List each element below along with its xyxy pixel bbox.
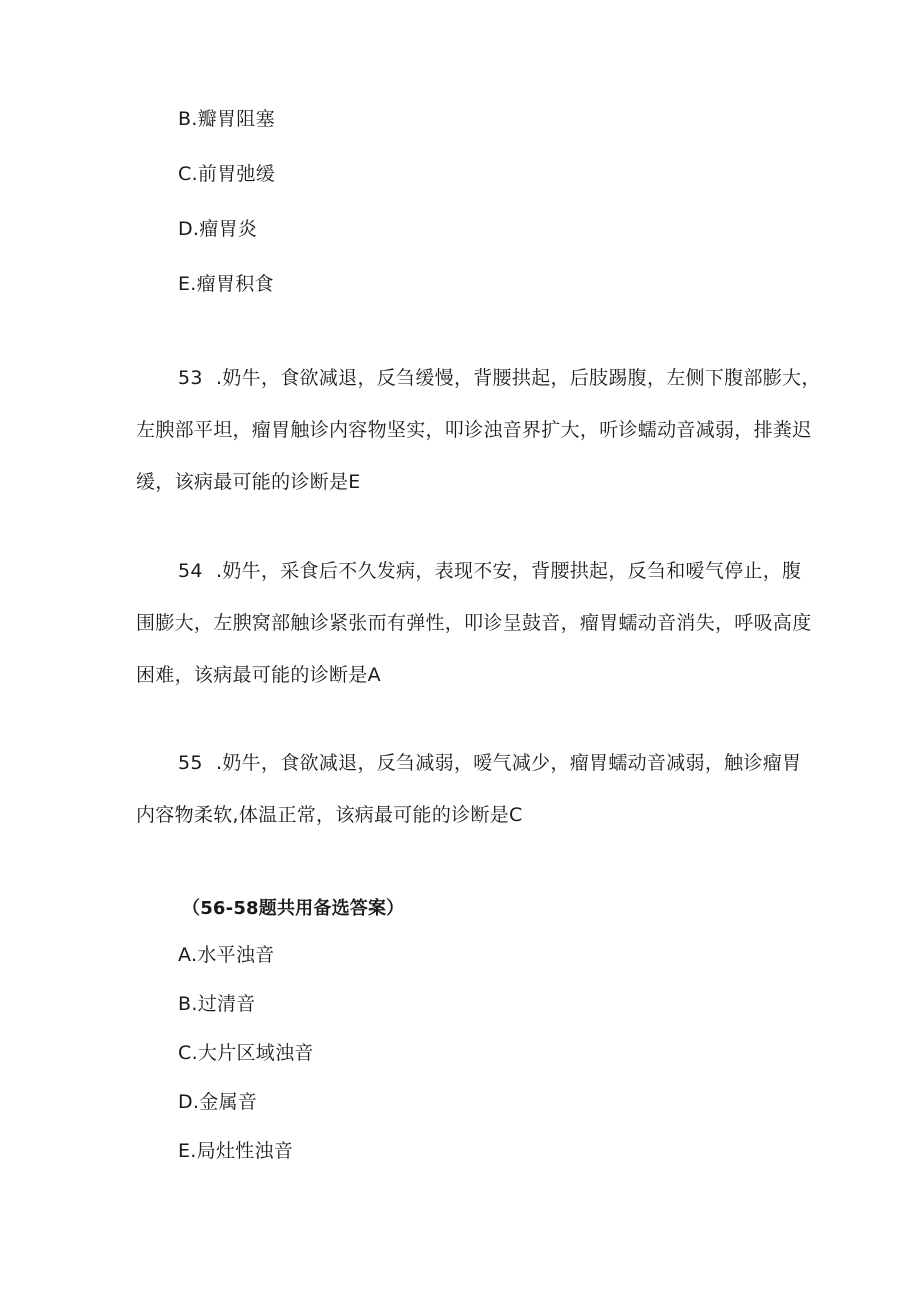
option-letter: B. <box>178 108 198 130</box>
option-c-shared <box>178 1041 314 1065</box>
question-number: 54 <box>178 560 203 582</box>
option-a-shared <box>178 943 275 967</box>
option-d-shared <box>178 1090 257 1114</box>
option-text: 前胃弛缓 <box>197 163 276 185</box>
question-line: 内容物柔软,体温正常，该病最可能的诊断是C <box>136 804 523 826</box>
option-text: 瓣胃阻塞 <box>197 108 275 130</box>
shared-answers-heading: （56-58题共用备选答案） <box>182 898 405 919</box>
option-text: 瘤胃炎 <box>199 218 258 240</box>
question-line: 缓，该病最可能的诊断是E <box>136 471 361 493</box>
question-line <box>136 352 821 404</box>
question-line <box>136 737 802 789</box>
option-text: 大片区域浊音 <box>197 1042 314 1064</box>
option-e-shared <box>178 1139 293 1163</box>
question-text: .奶牛，食欲减退，反刍缓慢，背腰拱起，后肢踢腹，左侧下腹部膨大， <box>216 367 821 389</box>
option-text: 金属音 <box>199 1091 258 1113</box>
question-53 <box>136 352 821 508</box>
option-letter: B. <box>178 993 198 1015</box>
option-letter: A. <box>178 944 198 966</box>
question-55 <box>136 737 802 841</box>
option-c-prev <box>178 162 275 186</box>
option-text: 局灶性浊音 <box>196 1140 294 1162</box>
question-line <box>136 545 802 597</box>
option-letter: C. <box>178 163 198 185</box>
option-letter: E. <box>178 273 197 295</box>
option-letter: E. <box>178 1140 197 1162</box>
option-b-shared <box>178 992 256 1016</box>
question-number: 55 <box>178 752 203 774</box>
option-b-prev <box>178 107 275 131</box>
option-text: 水平浊音 <box>197 944 275 966</box>
option-letter: D. <box>178 1091 200 1113</box>
option-letter: C. <box>178 1042 198 1064</box>
question-number: 53 <box>178 367 203 389</box>
option-e-prev <box>178 272 274 296</box>
question-text: .奶牛，食欲减退，反刍减弱，嗳气减少，瘤胃蠕动音减弱，触诊瘤胃 <box>216 752 802 774</box>
question-line: 困难，该病最可能的诊断是A <box>136 664 381 686</box>
question-54 <box>136 545 812 701</box>
question-text: .奶牛，采食后不久发病，表现不安，背腰拱起，反刍和嗳气停止，腹 <box>216 560 802 582</box>
option-d-prev <box>178 217 257 241</box>
option-text: 瘤胃积食 <box>196 273 274 295</box>
question-line: 左腴部平坦，瘤胃触诊内容物坚实，叩诊浊音界扩大，听诊蠕动音减弱，排粪迟 <box>136 419 812 441</box>
question-line: 围膨大，左腴窝部触诊紧张而有弹性，叩诊呈鼓音，瘤胃蠕动音消失，呼吸高度 <box>136 612 812 634</box>
option-text: 过清音 <box>197 993 256 1015</box>
option-letter: D. <box>178 218 200 240</box>
